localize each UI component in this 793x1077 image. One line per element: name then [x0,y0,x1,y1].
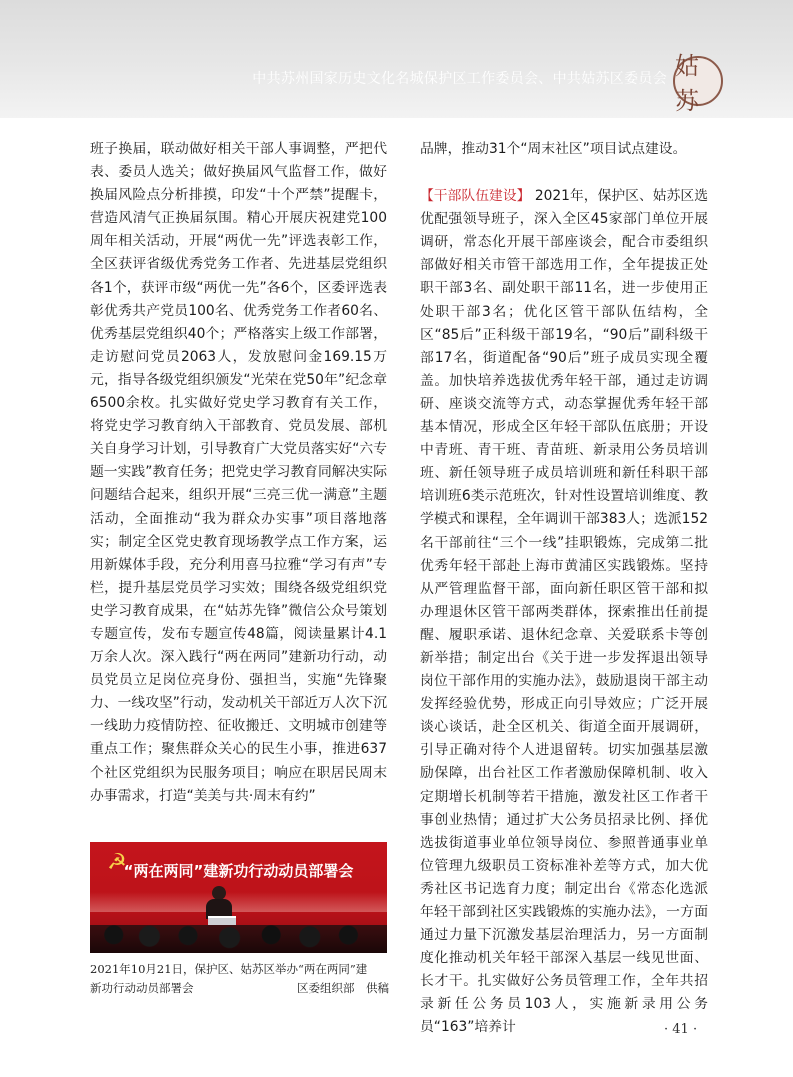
party-emblem-icon: ☭ [107,850,127,875]
right-column-paragraph-2-text: 2021年，保护区、姑苏区选优配强领导班子，深入全区45家部门单位开展调研，常态化开展干部座谈会，配合市委组织部做好相关市管干部选用工作，全年提拔正处职干部3名、副处职干部11名，进一步使用正处职干部3名；优化区管干部队伍结构，全区“85后”正科级干部19名，“90后”副科级干部17名，街道配备“90后”班子成员实现全覆盖。加快培养选拔优秀年轻干部，通过走访调研、座谈交流等方式，动态掌握优秀年轻干部基本情况，形成全区年轻干部队伍底册；开设中青班、青干班、青苗班、新录用公务员培训班、新任领导班子成员培训班和新任科职干部培训班6类示范班次，针对性设置培训维度、教学模式和课程，全年调训干部383人；选派152名干部前往“三个一线”挂职锻炼，完成第二批优秀年轻干部赴上海市黄浦区实践锻炼。坚持从严管理监督干部，面向新任职区管干部和拟办理退休区管干部两类群体，探索推出任前提醒、履职承诺、退休纪念章、关爱联系卡等创新举措；制定出台《关于进一步发挥退出领导岗位干部作用的实施办法》，鼓励退岗干部主动发挥经验优势，形成正向引导效应；广泛开展谈心谈话，赴全区机关、街道全面开展调研，引导正确对待个人进退留转。切实加强基层激励保障，出台社区工作者激励保障机制、收入定期增长机制等若干措施，激发社区工作者干事创业热情；通过扩大公务员招录比例、择优选拔街道事业单位领导岗位、参照普通事业单位管理九级职员工资标准补差等方式，加大优秀社区书记选育力度；制定出台《常态化选派年轻干部到社区实践锻炼的实施办法》，一方面通过力量下沉激发基层治理活力，另一方面制度化推动机关年轻干部深入基层一线见世面、长才干。扎实做好公务员管理工作，全年共招录新任公务员103人，实施新录用公务员“163”培养计 [420,188,708,1036]
right-column-paragraph-2 [420,185,708,1039]
left-column [90,138,387,808]
section-label: 【干部队伍建设】 [420,188,531,205]
seal-logo [673,52,723,115]
event-photo [90,842,387,953]
caption-line-2-text: 新功行动动员部署会 [90,981,194,995]
header-title: 中共苏州国家历史文化名城保护区工作委员会、中共姑苏区委员会 [252,71,667,87]
seal-logo-text: 姑苏 [675,52,699,115]
caption-credit: 区委组织部 供稿 [297,981,389,995]
caption-line-1: 2021年10月21日，保护区、姑苏区举办“两在两同”建 [90,962,368,976]
left-column-paragraph: 班子换届，联动做好相关干部人事调整，严把代表、委员人选关；做好换届风气监督工作，做好换届风险点分析排摸，印发“十个严禁”提醒卡，营造风清气正换届氛围。精心开展庆祝建党100周年相关活动，开展“两优一先”评选表彰工作，全区获评省级优秀党务工作者、先进基层党组织各1个，获评市级“两优一先”各6个，区委评选表彰优秀共产党员100名、优秀党务工作者60名、优秀基层党组织40个；严格落实上级工作部署，走访慰问党员2063人，发放慰问金169.15万元，指导各级党组织颁发“光荣在党50年”纪念章6500余枚。扎实做好党史学习教育有关工作，将党史学习教育纳入干部教育、党员发展、部机关自身学习计划，引导教育广大党员落实好“六专题一实践”教育任务；把党史学习教育同解决实际问题结合起来，组织开展“三亮三优一满意”主题活动，全面推动“我为群众办实事”项目落地落实；制定全区党史教育现场教学点工作方案，运用新媒体手段，充分利用喜马拉雅“学习有声”专栏，提升基层党员学习实效；围绕各级党组织党史学习教育成果，在“姑苏先锋”微信公众号策划专题宣传，发布专题宣传48篇，阅读量累计4.1万余人次。深入践行“两在两同”建新功行动，动员党员立足岗位亮身份、强担当，实施“先锋聚力、一线攻坚”行动，发动机关干部近万人次下沉一线助力疫情防控、征收搬迁、文明城市创建等重点工作；聚焦群众关心的民生小事，推进637个社区党组织为民服务项目；响应在职居民周末办事需求，打造“美美与共·周末有约” [90,141,387,804]
page-number: · 41 · [664,1022,698,1037]
header-band [0,0,793,118]
stage-light [90,892,387,912]
photo-banner-text: “两在两同”建新功行动动员部署会 [123,862,354,880]
speaker-head [212,886,226,900]
audience [90,925,387,953]
photo-caption [90,960,389,998]
right-column-paragraph-1: 品牌，推动31个“周末社区”项目试点建设。 [420,141,687,157]
right-column [420,138,708,1040]
caption-line-2 [90,979,389,998]
